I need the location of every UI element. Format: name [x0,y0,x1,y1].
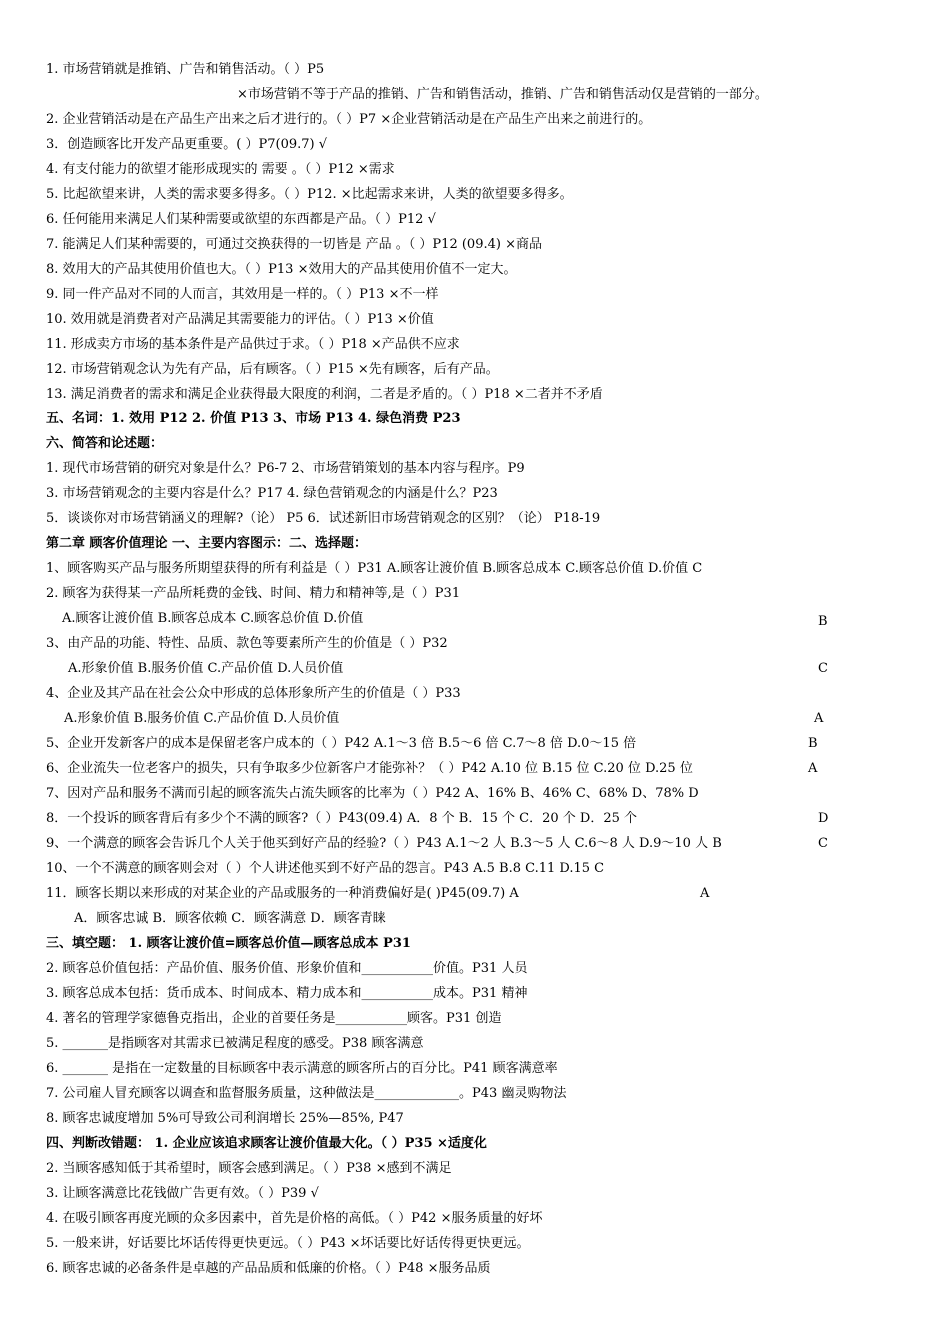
text-line: 8. 顾客忠诚度增加 5%可导致公司利润增长 25%—85%, P47 [46,1111,404,1126]
text-line: 5、企业开发新客户的成本是保留老客户成本的（ ）P42 A.1～3 倍 B.5～6 倍 C.7～8 倍 D.0～15 倍 [46,736,637,751]
text-line: 8．一个投诉的顾客背后有多少个不满的顾客?（ ）P43(09.4) A．8 个 B．15 个 C．20 个 D．25 个 [46,811,638,826]
text-line: 13. 满足消费者的需求和满足企业获得最大限度的利润，二者是矛盾的。（ ）P18 ×二者并不矛盾 [46,387,603,402]
text-line: 10. 效用就是消费者对产品满足其需要能力的评估。（ ）P13 ×价值 [46,312,434,327]
answer-letter: A [808,761,818,776]
text-line: ×市场营销不等于产品的推销、广告和销售活动，推销、广告和销售活动仅是营销的一部分。 [237,87,768,102]
answer-letter: B [818,614,828,629]
answer-letter: C [818,836,828,851]
text-line: 7、因对产品和服务不满而引起的顾客流失占流失顾客的比率为（ ）P42 A、16% B、46% C、68% D、78% D [46,786,699,801]
answer-letter: A [700,886,710,901]
text-line: 2. 企业营销活动是在产品生产出来之后才进行的。（ ）P7 ×企业营销活动是在产品生产出来之前进行的。 [46,112,652,127]
text-line: 5. 比起欲望来讲，人类的需求要多得多。（ ）P12. ×比起需求来讲，人类的欲望要多得多。 [46,187,573,202]
text-line: 1. 现代市场营销的研究对象是什么？P6-7 2、市场营销策划的基本内容与程序。P9 [46,461,525,476]
text-line: 3、由产品的功能、特性、品质、款色等要素所产生的价值是（ ）P32 [46,636,448,651]
text-line: 9. 同一件产品对不同的人而言，其效用是一样的。（ ）P13 ×不一样 [46,287,439,302]
text-line: 六、简答和论述题： [46,436,164,451]
text-line: 5．谈谈你对市场营销涵义的理解?（论） P5 6．试述新旧市场营销观念的区别？（论） P18-19 [46,511,601,526]
text-line: 7. 公司雇人冒充顾客以调查和监督服务质量，这种做法是_____________。P43 幽灵购物法 [46,1086,567,1101]
text-line: 7. 能满足人们某种需要的，可通过交换获得的一切皆是 产品 。（ ）P12 (09.4) ×商品 [46,237,542,252]
text-line: 11．顾客长期以来形成的对某企业的产品或服务的一种消费偏好是( )P45(09.7) A [46,886,519,901]
text-line: 2. 当顾客感知低于其希望时，顾客会感到满足。（ ）P38 ×感到不满足 [46,1161,452,1176]
text-line: 3. 市场营销观念的主要内容是什么？P17 4. 绿色营销观念的内涵是什么？P23 [46,486,498,501]
text-line: 3．创造顾客比开发产品更重要。( ）P7(09.7) √ [46,137,327,152]
text-line: 4. 在吸引顾客再度光顾的众多因素中，首先是价格的高低。（ ）P42 ×服务质量的好坏 [46,1211,543,1226]
text-line: 3. 让顾客满意比花钱做广告更有效。（ ）P39 √ [46,1186,319,1201]
answer-letter: D [818,811,829,826]
text-line: 6. 任何能用来满足人们某种需要或欲望的东西都是产品。（ ）P12 √ [46,212,436,227]
answer-letter: A [814,711,824,726]
text-line: 三、填空题： 1. 顾客让渡价值=顾客总价值—顾客总成本 P31 [46,936,411,951]
text-line: A.形象价值 B.服务价值 C.产品价值 D.人员价值 [64,711,340,726]
text-line: 2. 顾客为获得某一产品所耗费的金钱、时间、精力和精神等,是（ ）P31 [46,586,461,601]
answer-letter: B [808,736,818,751]
text-line: A.顾客让渡价值 B.顾客总成本 C.顾客总价值 D.价值 [62,611,364,626]
text-line: 5. _______是指顾客对其需求已被满足程度的感受。P38 顾客满意 [46,1036,424,1051]
text-line: A.形象价值 B.服务价值 C.产品价值 D.人员价值 [68,661,344,676]
text-line: 6. 顾客忠诚的必备条件是卓越的产品品质和低廉的价格。（ ）P48 ×服务品质 [46,1261,491,1276]
text-line: 2. 顾客总价值包括：产品价值、服务价值、形象价值和___________价值。P31 人员 [46,961,528,976]
text-line: 3. 顾客总成本包括：货币成本、时间成本、精力成本和___________成本。P31 精神 [46,986,528,1001]
text-line: 6. _______ 是指在一定数量的目标顾客中表示满意的顾客所占的百分比。P41 顾客满意率 [46,1061,558,1076]
text-line: 4、企业及其产品在社会公众中形成的总体形象所产生的价值是（ ）P33 [46,686,461,701]
text-line: 4. 著名的管理学家德鲁克指出，企业的首要任务是___________顾客。P31 创造 [46,1011,502,1026]
text-line: 第二章 顾客价值理论 一、主要内容图示：二、选择题： [46,536,368,551]
text-line: 四、判断改错题： 1. 企业应该追求顾客让渡价值最大化。（ ）P35 ×适度化 [46,1136,487,1151]
text-line: 五、名词：1. 效用 P12 2. 价值 P13 3、市场 P13 4. 绿色消费 P23 [46,411,461,426]
answer-letter: C [818,661,828,676]
text-line: 4. 有支付能力的欲望才能形成现实的 需要 。（ ）P12 ×需求 [46,162,395,177]
text-line: 5. 一般来讲，好话要比坏话传得更快更远。（ ）P43 ×坏话要比好话传得更快更远。 [46,1236,530,1251]
text-line: 12. 市场营销观念认为先有产品，后有顾客。（ ）P15 ×先有顾客，后有产品。 [46,362,499,377]
text-line: 9、一个满意的顾客会告诉几个人关于他买到好产品的经验?（ ）P43 A.1～2 人 B.3～5 人 C.6～8 人 D.9～10 人 B [46,836,722,851]
text-line: 1. 市场营销就是推销、广告和销售活动。（ ）P5 [46,62,325,77]
text-line: 8. 效用大的产品其使用价值也大。（ ）P13 ×效用大的产品其使用价值不一定大。 [46,262,517,277]
text-line: 11. 形成卖方市场的基本条件是产品供过于求。（ ）P18 ×产品供不应求 [46,337,460,352]
text-line: 6、企业流失一位老客户的损失，只有争取多少位新客户才能弥补？（ ）P42 A.10 位 B.15 位 C.20 位 D.25 位 [46,761,693,776]
text-line: 1、顾客购买产品与服务所期望获得的所有利益是（ ）P31 A.顾客让渡价值 B.顾客总成本 C.顾客总价值 D.价值 C [46,561,703,576]
text-line: A．顾客忠诚 B．顾客依赖 C．顾客满意 D．顾客青睐 [74,911,386,926]
text-line: 10、一个不满意的顾客则会对（ ）个人讲述他买到不好产品的怨言。P43 A.5 B.8 C.11 D.15 C [46,861,605,876]
